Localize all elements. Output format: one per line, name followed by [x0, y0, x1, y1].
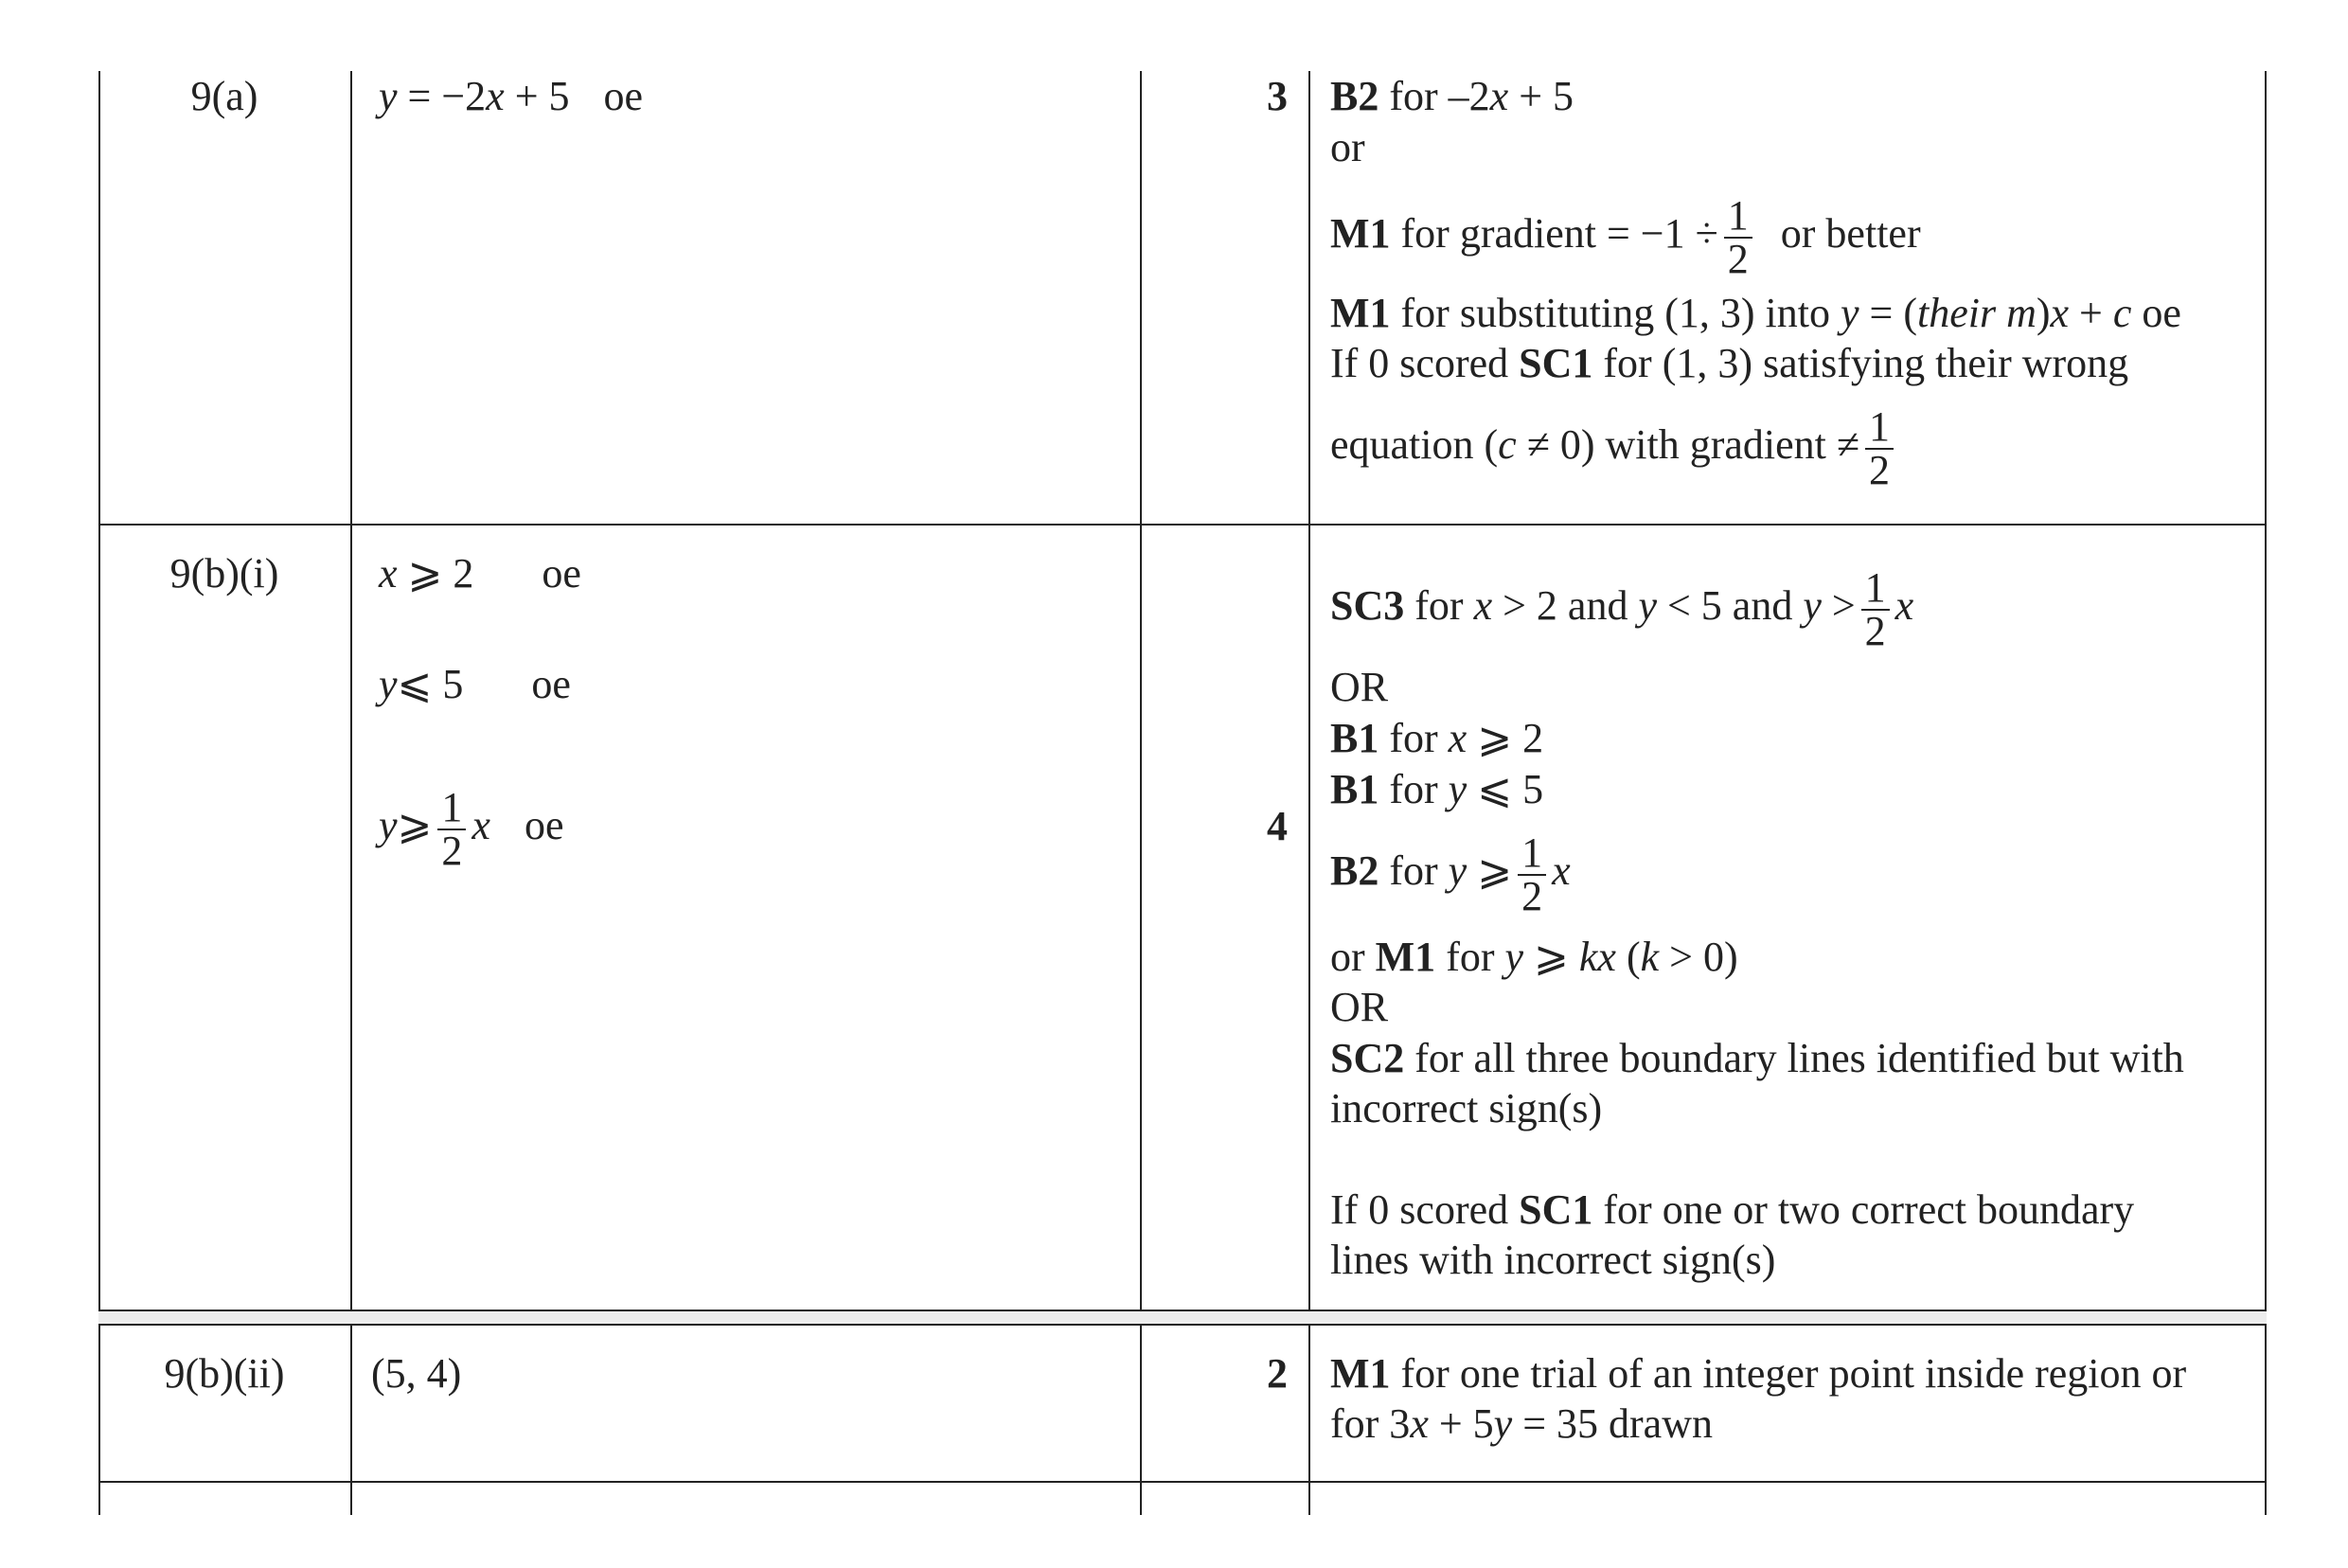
guidance-line	[1330, 393, 1899, 497]
guidance-text: >	[1821, 582, 1856, 629]
fraction-numerator: 1	[1865, 406, 1894, 450]
mark-code: SC3	[1330, 582, 1405, 629]
their-m: their m	[1916, 290, 2037, 336]
guidance-text: ⩾	[1467, 847, 1513, 894]
guidance-text: for one trial of an integer point inside region or	[1390, 1350, 2187, 1397]
fraction-denominator: 2	[441, 827, 463, 874]
guidance-text: for	[1404, 582, 1474, 629]
guidance-text: ⩾ 2	[1467, 715, 1544, 761]
guidance-text: < 5 and	[1656, 582, 1804, 629]
guidance-text: ⩽ 5	[1467, 766, 1544, 812]
guidance-text: If 0 scored	[1330, 1186, 1520, 1233]
guidance-text: ≠ 0) with gradient ≠	[1516, 421, 1860, 468]
var-x: x	[379, 550, 398, 597]
var-k: k	[1640, 934, 1660, 980]
guidance-text: = (	[1859, 290, 1917, 336]
fraction-one-half	[437, 783, 466, 874]
guidance-line	[1330, 1034, 2184, 1083]
var-c: c	[1498, 421, 1517, 468]
guidance-text: for one or two correct boundary	[1592, 1186, 2135, 1233]
fraction-numerator: 1	[1861, 567, 1890, 611]
question-number: 9(b)(i)	[169, 550, 279, 597]
mark-code: B1	[1330, 766, 1379, 812]
mark-code: M1	[1375, 934, 1436, 980]
guidance-line	[1330, 72, 1574, 121]
var-x: x	[1489, 73, 1509, 119]
answer-eq: = −2	[397, 73, 487, 119]
column-divider-1	[350, 71, 352, 1515]
guidance-text: for (1, 3) satisfying their wrong	[1592, 340, 2129, 386]
table-border-right	[2265, 71, 2267, 1515]
guidance-line	[1330, 765, 1543, 814]
guidance-text: for substituting (1, 3) into	[1390, 290, 1841, 336]
guidance-text: for gradient = −1 ÷	[1390, 210, 1718, 257]
fraction-numerator: 1	[1724, 195, 1752, 239]
var-x: x	[1448, 715, 1468, 761]
mark-code: B2	[1330, 73, 1379, 119]
mark-code: M1	[1330, 290, 1391, 336]
fraction-numerator: 1	[1518, 832, 1546, 876]
guidance-text: for	[1379, 847, 1449, 894]
guidance-line: OR	[1330, 664, 1389, 710]
guidance-text: + 5	[1508, 73, 1574, 119]
answer-oe: oe	[524, 802, 564, 848]
guidance-line: or	[1330, 124, 1365, 170]
fraction-numerator: 1	[437, 787, 466, 830]
answer-var-x: x	[486, 73, 505, 119]
fraction-denominator: 2	[1869, 446, 1891, 493]
column-divider-2	[1140, 71, 1142, 1515]
answer-oe: oe	[542, 550, 581, 597]
marks-value: 2	[1267, 1350, 1288, 1397]
guidance-text: oe	[2131, 290, 2181, 336]
var-kx: kx	[1578, 934, 1616, 980]
var-y: y	[1493, 1400, 1513, 1447]
var-x: x	[1894, 582, 1914, 629]
var-x: x	[471, 802, 490, 848]
answer-cell: (5, 4)	[371, 1350, 462, 1397]
fraction-denominator: 2	[1727, 235, 1749, 282]
var-x: x	[2050, 290, 2070, 336]
var-y: y	[1448, 847, 1468, 894]
guidance-line	[1330, 819, 1571, 923]
mark-code: SC1	[1519, 340, 1593, 386]
guidance-line	[1330, 554, 1913, 658]
answer-line	[379, 660, 571, 709]
mark-code: M1	[1330, 1350, 1391, 1397]
var-c: c	[2112, 290, 2132, 336]
guidance-text: ⩾	[1523, 934, 1579, 980]
mark-code: M1	[1330, 210, 1391, 257]
guidance-text: for	[1435, 934, 1505, 980]
var-y: y	[1840, 290, 1859, 336]
guidance-text: equation (	[1330, 421, 1499, 468]
guidance-line: incorrect sign(s)	[1330, 1085, 1603, 1131]
row-divider-3	[98, 1481, 2267, 1483]
fraction-denominator: 2	[1864, 607, 1886, 654]
guidance-line	[1330, 1349, 2186, 1399]
answer-oe: oe	[531, 661, 571, 707]
guidance-text: or	[1330, 934, 1376, 980]
row-divider-1	[98, 524, 2267, 526]
guidance-line	[1330, 339, 2128, 388]
table-border-left	[98, 71, 100, 1515]
var-y: y	[379, 802, 398, 848]
guidance-line	[1330, 289, 2181, 338]
guidance-line	[1330, 933, 1738, 982]
var-y: y	[1504, 934, 1524, 980]
row-separator-band	[98, 1310, 2267, 1324]
mark-code: B2	[1330, 847, 1379, 894]
guidance-text: +	[2069, 290, 2113, 336]
marks-value: 3	[1267, 73, 1288, 119]
var-y: y	[1638, 582, 1657, 629]
guidance-line	[1330, 714, 1543, 763]
fraction-denominator: 2	[1521, 872, 1543, 919]
fraction-one-half	[1865, 402, 1894, 493]
fraction-one-half	[1724, 191, 1752, 282]
row-divider-2a	[98, 1310, 2267, 1311]
mark-code: SC1	[1519, 1186, 1593, 1233]
question-number: 9(b)(ii)	[164, 1350, 285, 1397]
guidance-line	[1330, 182, 1921, 286]
guidance-text: )	[2036, 290, 2051, 336]
var-y: y	[1803, 582, 1822, 629]
mark-code: SC2	[1330, 1035, 1405, 1081]
answer-cell	[379, 72, 643, 121]
var-y: y	[379, 661, 398, 707]
guidance-text: or better	[1780, 210, 1921, 257]
answer-line	[379, 549, 581, 598]
guidance-line	[1330, 1399, 1713, 1449]
guidance-text: If 0 scored	[1330, 340, 1520, 386]
answer-line	[379, 774, 563, 878]
answer-text: ⩾	[397, 802, 433, 848]
column-divider-3	[1308, 71, 1310, 1515]
mark-code: B1	[1330, 715, 1379, 761]
guidance-text: > 2 and	[1492, 582, 1639, 629]
answer-var-y: y	[379, 73, 398, 119]
guidance-text: + 5	[1428, 1400, 1494, 1447]
guidance-text: for –2	[1379, 73, 1490, 119]
var-x: x	[1473, 582, 1493, 629]
guidance-line: OR	[1330, 984, 1389, 1030]
guidance-text: for	[1379, 766, 1449, 812]
answer-rest: + 5	[504, 73, 570, 119]
guidance-text: for all three boundary lines identified but with	[1404, 1035, 2184, 1081]
answer-text: ⩾ 2	[397, 550, 474, 597]
var-x: x	[1410, 1400, 1429, 1447]
guidance-text: for 3	[1330, 1400, 1411, 1447]
guidance-text: for	[1379, 715, 1449, 761]
guidance-text: (	[1615, 934, 1641, 980]
fraction-one-half	[1518, 829, 1546, 919]
question-number: 9(a)	[190, 73, 258, 119]
fraction-one-half	[1861, 563, 1890, 654]
guidance-line	[1330, 1185, 2134, 1235]
answer-oe: oe	[603, 73, 644, 119]
marks-value: 4	[1267, 803, 1288, 849]
row-divider-2b	[98, 1324, 2267, 1326]
answer-text: ⩽ 5	[397, 661, 464, 707]
guidance-text: > 0)	[1659, 934, 1738, 980]
guidance-line: lines with incorrect sign(s)	[1330, 1237, 1776, 1283]
var-x: x	[1552, 847, 1571, 894]
guidance-text: = 35 drawn	[1512, 1400, 1713, 1447]
var-y: y	[1448, 766, 1468, 812]
